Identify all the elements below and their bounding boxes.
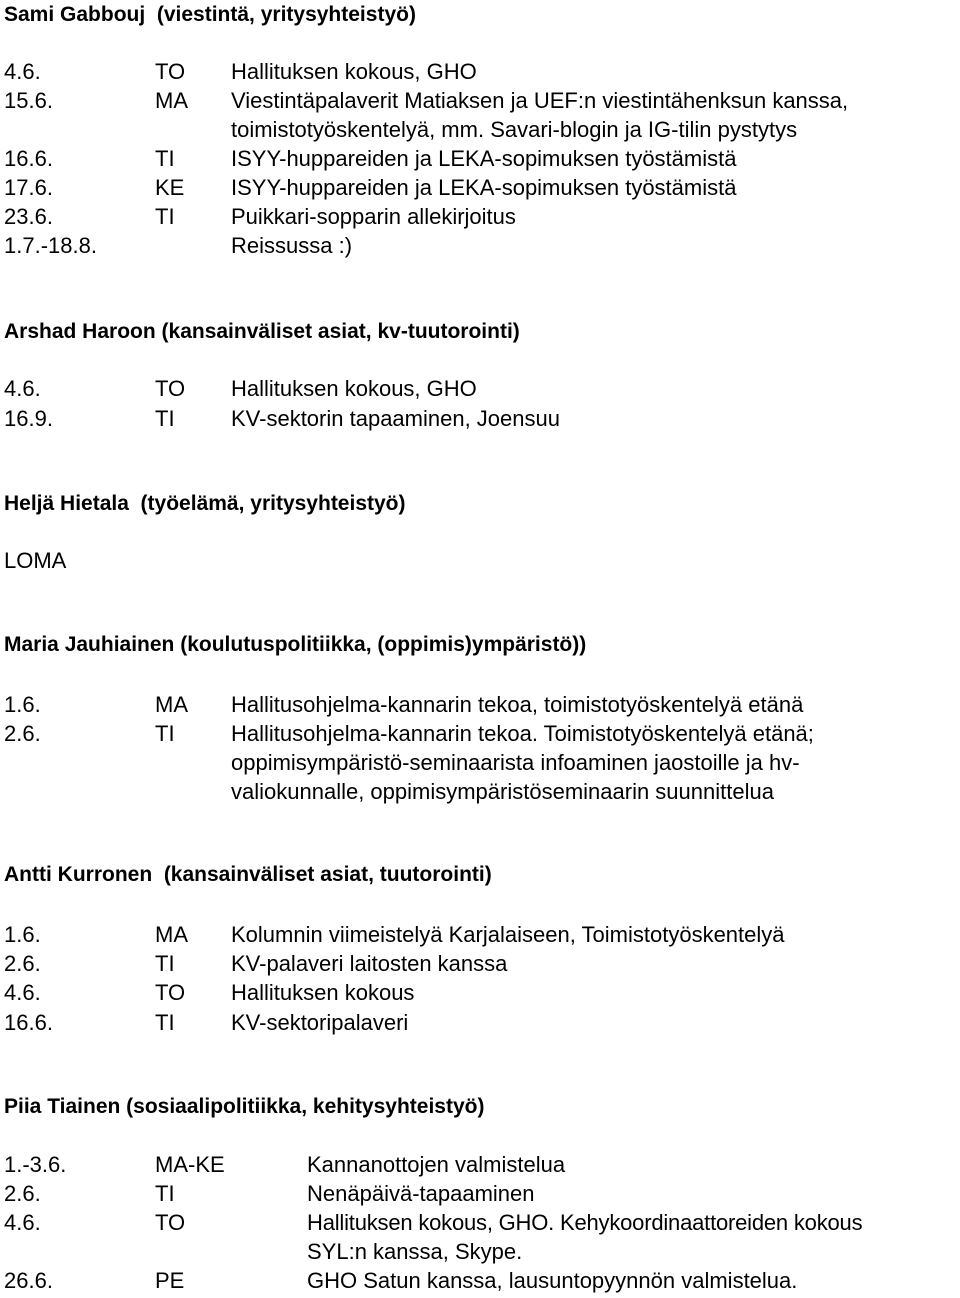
entry-description: Hallituksen kokous bbox=[231, 980, 415, 1005]
entry-weekday: TO bbox=[155, 980, 186, 1005]
entry-description: Kolumnin viimeistelyä Karjalaiseen, Toimistotyöskentelyä bbox=[231, 922, 785, 947]
entry-date: 4.6. bbox=[4, 59, 41, 84]
entry-date: 4.6. bbox=[4, 980, 41, 1005]
entry-description: Hallituksen kokous, GHO. Kehykoordinaattoreiden kokous bbox=[307, 1210, 863, 1235]
status-note: LOMA bbox=[4, 548, 67, 573]
section-heading: Arshad Haroon (kansainväliset asiat, kv-tuutorointi) bbox=[4, 320, 520, 343]
entry-description: toimistotyöskentelyä, mm. Savari-blogin ja IG-tilin pystytys bbox=[231, 117, 798, 142]
entry-weekday: TO bbox=[155, 59, 186, 84]
entry-description: ISYY-huppareiden ja LEKA-sopimuksen työstämistä bbox=[231, 146, 737, 171]
entry-description: oppimisympäristö-seminaarista infoaminen jaostoille ja hv- bbox=[231, 750, 800, 775]
entry-date: 17.6. bbox=[4, 175, 53, 200]
entry-description: valiokunnalle, oppimisympäristöseminaarin suunnittelua bbox=[231, 779, 774, 804]
section-heading: Antti Kurronen (kansainväliset asiat, tuutorointi) bbox=[4, 863, 492, 886]
entry-date: 1.6. bbox=[4, 922, 41, 947]
entry-description: KV-sektorin tapaaminen, Joensuu bbox=[231, 406, 560, 431]
entry-date: 4.6. bbox=[4, 1210, 41, 1235]
entry-weekday: TO bbox=[155, 1210, 186, 1235]
entry-weekday: TO bbox=[155, 376, 186, 401]
entry-weekday: KE bbox=[155, 175, 185, 200]
entry-description: Viestintäpalaverit Matiaksen ja UEF:n viestintähenksun kanssa, bbox=[231, 88, 849, 113]
entry-date: 4.6. bbox=[4, 376, 41, 401]
entry-date: 16.6. bbox=[4, 1010, 53, 1035]
entry-description: Nenäpäivä-tapaaminen bbox=[307, 1181, 535, 1206]
section-heading: Sami Gabbouj (viestintä, yritysyhteistyö) bbox=[4, 3, 416, 26]
entry-description: GHO Satun kanssa, lausuntopyynnön valmistelua. bbox=[307, 1268, 798, 1293]
entry-weekday: TI bbox=[155, 406, 175, 431]
entry-description: Reissussa :) bbox=[231, 233, 353, 258]
entry-date: 2.6. bbox=[4, 951, 41, 976]
entry-description: Puikkari-sopparin allekirjoitus bbox=[231, 204, 516, 229]
entry-date: 1.-3.6. bbox=[4, 1152, 67, 1177]
entry-description: Hallituksen kokous, GHO bbox=[231, 59, 477, 84]
entry-description: Hallitusohjelma-kannarin tekoa. Toimistotyöskentelyä etänä; bbox=[231, 721, 814, 746]
entry-description: Hallitusohjelma-kannarin tekoa, toimistotyöskentelyä etänä bbox=[231, 692, 804, 717]
entry-weekday: MA-KE bbox=[155, 1152, 225, 1177]
entry-date: 1.6. bbox=[4, 692, 41, 717]
entry-weekday: TI bbox=[155, 1181, 175, 1206]
entry-date: 26.6. bbox=[4, 1268, 53, 1293]
entry-description: Kannanottojen valmistelua bbox=[307, 1152, 566, 1177]
entry-date: 23.6. bbox=[4, 204, 53, 229]
entry-date: 2.6. bbox=[4, 1181, 41, 1206]
entry-weekday: TI bbox=[155, 1010, 175, 1035]
entry-description: KV-palaveri laitosten kanssa bbox=[231, 951, 508, 976]
section-heading: Maria Jauhiainen (koulutuspolitiikka, (oppimis)ympäristö)) bbox=[4, 633, 587, 656]
entry-date: 16.9. bbox=[4, 406, 53, 431]
entry-weekday: TI bbox=[155, 204, 175, 229]
entry-weekday: MA bbox=[155, 88, 188, 113]
entry-date: 16.6. bbox=[4, 146, 53, 171]
entry-description: ISYY-huppareiden ja LEKA-sopimuksen työstämistä bbox=[231, 175, 737, 200]
entry-description: Hallituksen kokous, GHO bbox=[231, 376, 477, 401]
entry-weekday: PE bbox=[155, 1268, 185, 1293]
entry-weekday: MA bbox=[155, 922, 188, 947]
entry-description: KV-sektoripalaveri bbox=[231, 1010, 409, 1035]
entry-date: 2.6. bbox=[4, 721, 41, 746]
section-heading: Piia Tiainen (sosiaalipolitiikka, kehitysyhteistyö) bbox=[4, 1095, 485, 1118]
entry-weekday: TI bbox=[155, 146, 175, 171]
entry-weekday: MA bbox=[155, 692, 188, 717]
entry-date: 1.7.-18.8. bbox=[4, 233, 97, 258]
entry-date: 15.6. bbox=[4, 88, 53, 113]
entry-description: SYL:n kanssa, Skype. bbox=[307, 1239, 523, 1264]
entry-weekday: TI bbox=[155, 951, 175, 976]
section-heading: Heljä Hietala (työelämä, yritysyhteistyö) bbox=[4, 492, 406, 515]
entry-weekday: TI bbox=[155, 721, 175, 746]
